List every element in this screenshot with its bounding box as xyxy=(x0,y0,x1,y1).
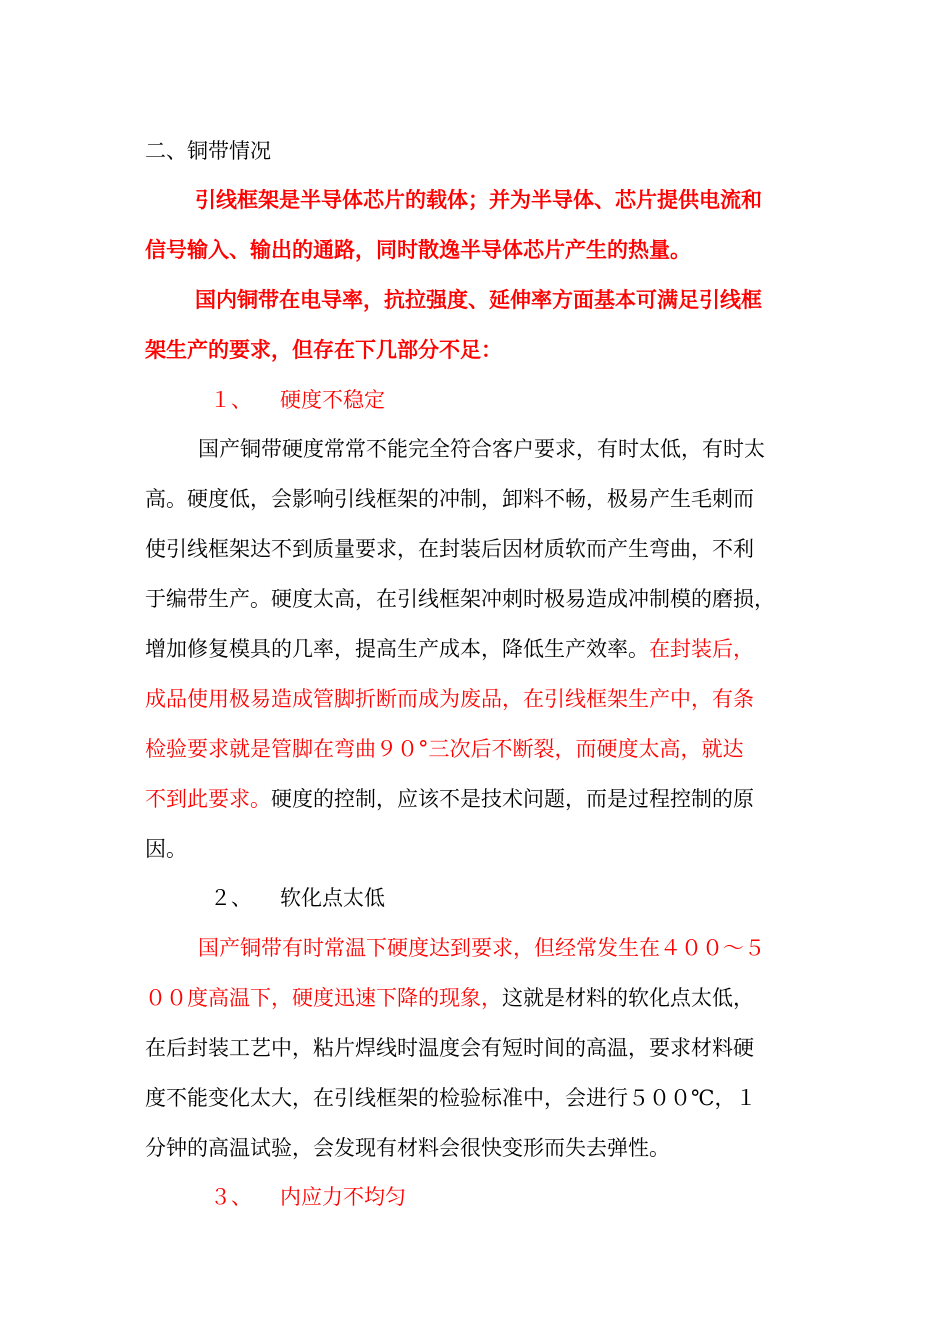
para3-line9: 因。 xyxy=(145,837,187,861)
para4-line1: 国产铜带有时常温下硬度达到要求，但经常发生在４００～５ xyxy=(198,936,765,960)
para3-line4: 于编带生产。硬度太高，在引线框架冲刺时极易造成冲制模的磨损， xyxy=(145,587,775,611)
item1-heading xyxy=(210,385,385,415)
para4-line2 xyxy=(145,983,754,1013)
para3-line8 xyxy=(145,784,754,814)
item3-heading xyxy=(210,1182,406,1212)
para3-line5 xyxy=(145,634,754,664)
para3-line8-black: 硬度的控制，应该不是技术问题，而是过程控制的原 xyxy=(271,787,754,811)
para3-line1: 国产铜带硬度常常不能完全符合客户要求，有时太低，有时太 xyxy=(198,437,765,461)
item2-heading xyxy=(210,883,385,913)
para4-line5: 分钟的高温试验，会发现有材料会很快变形而失去弹性。 xyxy=(145,1136,670,1160)
item3-number: ３、 xyxy=(210,1185,252,1209)
section-title: 二、铜带情况 xyxy=(145,139,271,163)
item1-number: １、 xyxy=(210,388,252,412)
para3-line5-red: 在封装后， xyxy=(649,637,754,661)
para3-line7: 检验要求就是管脚在弯曲９０°三次后不断裂，而硬度太高，就达 xyxy=(145,737,744,761)
item2-title: 软化点太低 xyxy=(280,886,385,910)
para4-line2-red: ００度高温下，硬度迅速下降的现象， xyxy=(145,986,502,1010)
item1-title: 硬度不稳定 xyxy=(280,388,385,412)
item2-number: ２、 xyxy=(210,886,252,910)
para3-line3: 使引线框架达不到质量要求，在封装后因材质软而产生弯曲，不利 xyxy=(145,537,754,561)
para2-line1: 国内铜带在电导率，抗拉强度、延伸率方面基本可满足引线框 xyxy=(195,287,762,312)
para3-line6: 成品使用极易造成管脚折断而成为废品，在引线框架生产中，有条 xyxy=(145,687,754,711)
para4-line4: 度不能变化太大，在引线框架的检验标准中，会进行５００℃，１ xyxy=(145,1086,757,1110)
para3-line5-black: 增加修复模具的几率，提高生产成本，降低生产效率。 xyxy=(145,637,649,661)
para2-line2: 架生产的要求，但存在下几部分不足： xyxy=(145,337,502,362)
para3-line8-red: 不到此要求。 xyxy=(145,787,271,811)
item3-title: 内应力不均匀 xyxy=(280,1185,406,1209)
para3-line2: 高。硬度低，会影响引线框架的冲制，卸料不畅，极易产生毛刺而 xyxy=(145,487,754,511)
para4-line2-black: 这就是材料的软化点太低， xyxy=(502,986,754,1010)
para1-line1: 引线框架是半导体芯片的载体；并为半导体、芯片提供电流和 xyxy=(195,187,762,212)
para4-line3: 在后封装工艺中，粘片焊线时温度会有短时间的高温，要求材料硬 xyxy=(145,1036,754,1060)
para1-line2: 信号输入、输出的通路，同时散逸半导体芯片产生的热量。 xyxy=(145,237,691,262)
